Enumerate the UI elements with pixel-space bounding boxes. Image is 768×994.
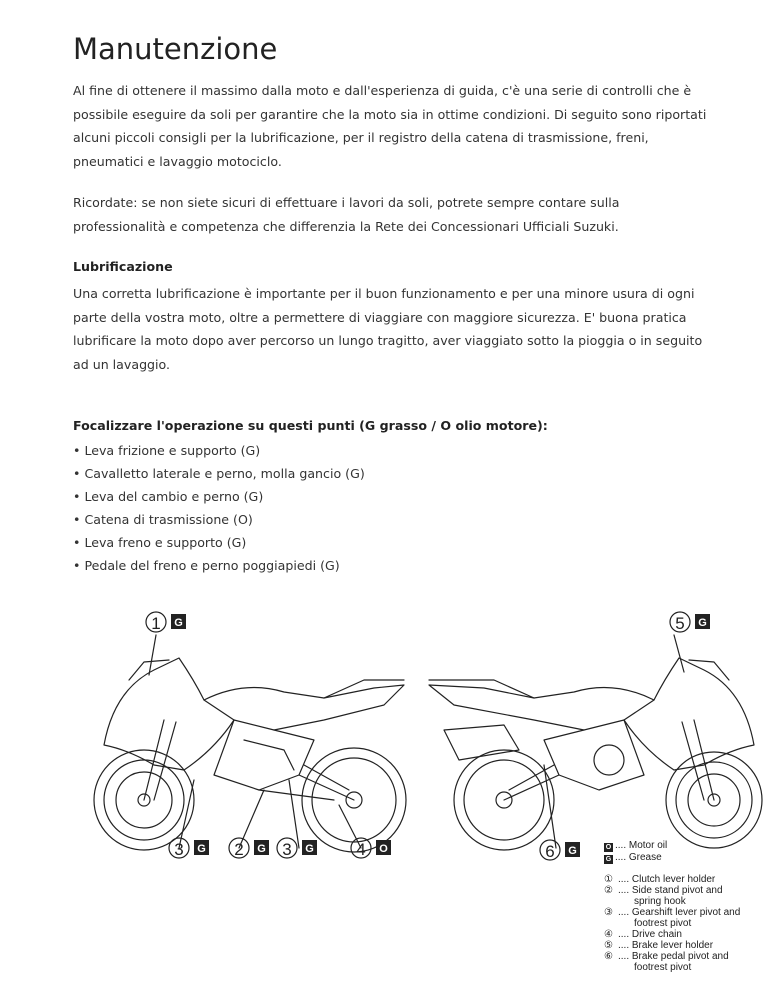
- list-item: • Catena di trasmissione (O): [73, 508, 365, 531]
- legend-item: .... Drive chain: [618, 929, 682, 940]
- callout-1-type: G: [174, 617, 183, 629]
- list-item: • Cavalletto laterale e perno, molla gancio (G): [73, 462, 365, 485]
- list-item: • Leva del cambio e perno (G): [73, 485, 365, 508]
- callout-4: 4: [356, 840, 366, 859]
- callout-3-type: G: [197, 843, 206, 855]
- lubrication-heading: Lubrificazione: [73, 259, 173, 274]
- legend-num: ④: [604, 929, 613, 940]
- figure-legend: [604, 840, 740, 973]
- grease-symbol-icon: G: [605, 856, 612, 863]
- intro-paragraph-2: Ricordate: se non siete sicuri di effettuare i lavori da soli, potrete sempre contare sulla professionalità e competenza che differenzia la Rete dei Concessionari Ufficiali Suzuki.: [73, 195, 620, 234]
- motorcycle-left-view-icon: [94, 635, 406, 852]
- callout-5: 5: [675, 614, 685, 633]
- callout-3b-type: G: [305, 843, 314, 855]
- legend-num: ③: [604, 907, 613, 918]
- callout-6-type: G: [568, 845, 577, 857]
- callout-1: 1: [151, 614, 161, 633]
- callout-4-type: O: [379, 843, 388, 855]
- oil-symbol-icon: O: [605, 844, 612, 851]
- legend-item: .... Side stand pivot and: [618, 885, 723, 896]
- legend-item: .... Brake pedal pivot and: [618, 951, 729, 962]
- legend-grease: .... Grease: [615, 852, 662, 863]
- focus-list: [73, 439, 365, 577]
- legend-item-cont: spring hook: [634, 896, 686, 907]
- callout-2: 2: [234, 840, 244, 859]
- legend-num: ②: [604, 885, 613, 896]
- legend-item-cont: footrest pivot: [634, 918, 692, 929]
- intro-paragraph-1: Al fine di ottenere il massimo dalla moto e dall'esperienza di guida, c'è una serie di controlli che è possibile eseguire da soli per garantire che la moto sia in ottime condizioni. Di seguito sono riportati alcuni piccoli consigli per la lubrificazione, per il registro della catena di trasmissione, freni, pneumatici e lavaggio motociclo.: [73, 83, 707, 169]
- legend-oil: .... Motor oil: [615, 840, 668, 851]
- legend-num: ⑤: [604, 940, 613, 951]
- page-title: Manutenzione: [73, 32, 278, 66]
- legend-item: .... Gearshift lever pivot and: [618, 907, 741, 918]
- callout-6: 6: [545, 842, 555, 861]
- legend-item: .... Clutch lever holder: [618, 874, 716, 885]
- lubrication-text: Una corretta lubrificazione è importante per il buon funzionamento e per una minore usura di ogni parte della vostra moto, oltre a permettere di viaggiare con maggiore sicurezza. E' buona pratica lubrificare la moto dopo aver percorso un lungo tragitto, aver viaggiato sotto la pioggia o in seguito ad un lavaggio.: [73, 286, 703, 372]
- legend-num: ⑥: [604, 951, 613, 962]
- callout-5-type: G: [698, 617, 707, 629]
- callout-3: 3: [174, 840, 184, 859]
- legend-item: .... Brake lever holder: [618, 940, 714, 951]
- callout-2-type: G: [257, 843, 266, 855]
- callout-3b: 3: [282, 840, 292, 859]
- list-item: • Leva frizione e supporto (G): [73, 439, 365, 462]
- legend-num: ①: [604, 874, 613, 885]
- list-item: • Leva freno e supporto (G): [73, 531, 365, 554]
- focus-heading: Focalizzare l'operazione su questi punti (G grasso / O olio motore):: [73, 418, 548, 433]
- motorcycle-right-view-icon: [429, 635, 762, 850]
- list-item: • Pedale del freno e perno poggiapiedi (G): [73, 554, 365, 577]
- legend-item-cont: footrest pivot: [634, 962, 692, 973]
